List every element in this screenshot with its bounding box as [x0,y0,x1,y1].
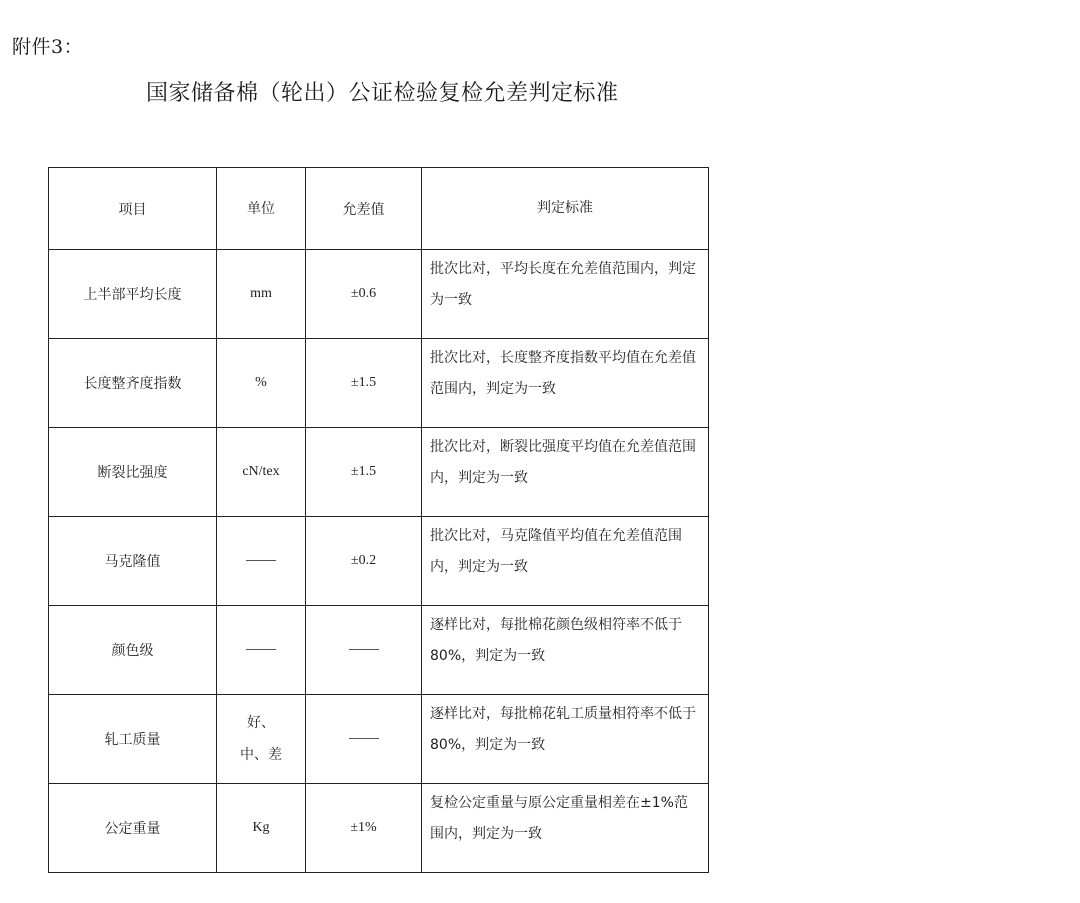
cell-unit: Kg [217,784,306,873]
document-title: 国家储备棉（轮出）公证检验复检允差判定标准 [146,81,619,106]
cell-unit [217,606,306,695]
table-row [49,339,709,428]
cell-item: 马克隆值 [49,517,217,606]
cell-tolerance: ±1.5 [306,339,422,428]
table-row [49,784,709,873]
tolerance-standard-table [48,167,709,873]
table-row [49,428,709,517]
header-unit: 单位 [217,168,306,250]
cell-criteria: 逐样比对，每批棉花轧工质量相符率不低于80%，判定为一致 [422,695,709,784]
cell-criteria: 批次比对，断裂比强度平均值在允差值范围内，判定为一致 [422,428,709,517]
header-tolerance: 允差值 [306,168,422,250]
cell-unit: 好、中、差 [217,695,306,784]
cell-item: 轧工质量 [49,695,217,784]
cell-tolerance [306,606,422,695]
cell-criteria: 复检公定重量与原公定重量相差在±1%范围内，判定为一致 [422,784,709,873]
cell-item: 长度整齐度指数 [49,339,217,428]
dash-mark [349,649,379,650]
cell-criteria: 逐样比对，每批棉花颜色级相符率不低于80%，判定为一致 [422,606,709,695]
cell-item: 断裂比强度 [49,428,217,517]
table-row [49,695,709,784]
table-row [49,606,709,695]
cell-tolerance: ±1.5 [306,428,422,517]
attachment-label: 附件3： [12,36,84,58]
table-row [49,517,709,606]
table-row [49,250,709,339]
cell-tolerance: ±1% [306,784,422,873]
cell-unit [217,517,306,606]
header-item: 项目 [49,168,217,250]
cell-tolerance: ±0.2 [306,517,422,606]
cell-tolerance [306,695,422,784]
dash-mark [349,738,379,739]
header-criteria: 判定标准 [422,168,709,250]
cell-item: 颜色级 [49,606,217,695]
cell-unit: % [217,339,306,428]
cell-unit: cN/tex [217,428,306,517]
cell-unit: mm [217,250,306,339]
cell-item: 上半部平均长度 [49,250,217,339]
cell-item: 公定重量 [49,784,217,873]
cell-criteria: 批次比对，马克隆值平均值在允差值范围内，判定为一致 [422,517,709,606]
cell-criteria: 批次比对，长度整齐度指数平均值在允差值范围内，判定为一致 [422,339,709,428]
dash-mark [246,649,276,650]
cell-tolerance: ±0.6 [306,250,422,339]
table-header-row [49,168,709,250]
dash-mark [246,560,276,561]
cell-criteria: 批次比对，平均长度在允差值范围内，判定为一致 [422,250,709,339]
